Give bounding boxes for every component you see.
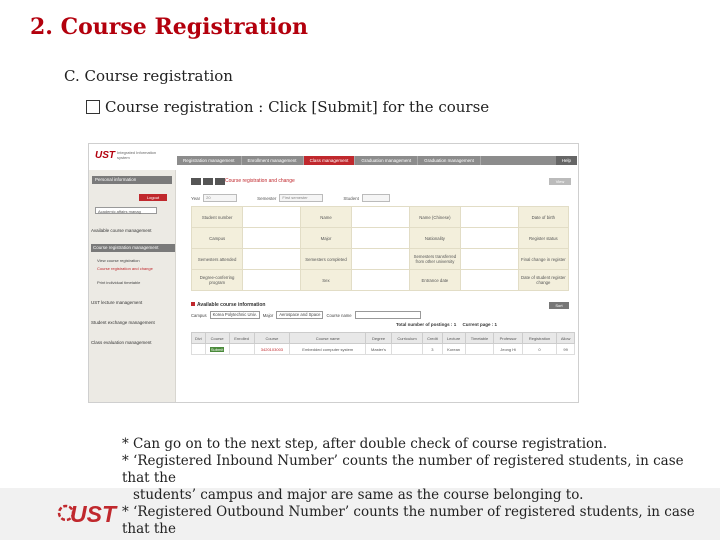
course-name-input[interactable] [355,311,421,319]
campus-select[interactable]: Korea Polytechnic Univ. [210,311,260,319]
sidebar-sub-change[interactable]: Course registration and change [97,266,153,271]
course-name-label: Course name [326,312,352,318]
submit-cell [205,344,229,355]
toolbar-button-1[interactable] [191,178,201,185]
year-label: Year [191,195,201,201]
sidebar-sub-print[interactable]: Print individual timetable [97,280,141,285]
info-value [461,207,519,228]
checkbox-bullet-icon [86,100,100,114]
info-value [461,228,519,249]
slide-title: 2. Course Registration [30,14,309,40]
campus-label: Campus [191,312,207,318]
table-row [192,228,569,249]
column-header: Degree [366,333,391,344]
submit-button[interactable]: Submit [210,346,224,352]
info-label: Entrance date [409,270,460,291]
app-logo-mark: UST [95,150,115,161]
table-cell [192,344,206,355]
major-label: Major [262,312,274,318]
info-label: Date of birth [518,207,568,228]
course-filter-row [191,311,569,319]
degree-cell: Master's [366,344,391,355]
info-label: Date of student register change [518,270,568,291]
info-value [243,270,301,291]
year-input[interactable]: 20 [203,194,237,202]
info-label: Semesters completed [300,249,351,270]
note-line: * Can go on to the next step, after double check of course registration. [122,436,608,452]
info-label: Final change in register [518,249,568,270]
column-header: Timetable [465,333,494,344]
top-nav [177,156,577,165]
info-value [243,228,301,249]
table-row [192,249,569,270]
sidebar-item-exchange[interactable]: Student exchange management [91,320,155,325]
student-input[interactable] [362,194,390,202]
column-header: Divi [192,333,206,344]
current-page-value[interactable]: 1 [494,322,498,327]
note-line: * ‘Registered Inbound Number’ counts the number of registered students, in case that the [122,453,684,486]
table-cell [465,344,494,355]
allow-cell: 99 [557,344,575,355]
app-header [89,144,578,168]
logout-button[interactable]: Logout [139,194,167,201]
page-title: Course registration and change [225,178,295,184]
info-label: Semesters attended [192,249,243,270]
info-value [461,270,519,291]
info-label: Nationality [409,228,460,249]
personal-info-header: Personal information [92,176,172,184]
student-label: Student [343,195,359,201]
role-select[interactable]: Academic affairs manag [95,207,157,214]
sidebar-item-available-course[interactable]: Available course management [91,228,152,233]
credit-cell: 3 [423,344,442,355]
nav-graduation-2[interactable]: Graduation management [418,156,481,165]
table-cell [391,344,423,355]
column-header: Registration [522,333,556,344]
sidebar-sub-view[interactable]: View course registration [97,258,140,263]
semester-select[interactable]: First semester [279,194,323,202]
table-header-row [192,333,575,344]
course-table [191,332,575,355]
footer-logo [56,488,126,540]
total-value: 1 [453,322,457,327]
lecture-cell: Korean [442,344,465,355]
notes-block [122,436,712,538]
note-line: students’ campus and major are same as the course belonging to. [133,487,584,503]
info-label: Name (Chinese) [409,207,460,228]
sidebar-item-course-registration[interactable]: Course registration management [91,244,175,252]
professor-cell: Jeong Hi [494,344,522,355]
table-row [192,270,569,291]
info-label: Major [300,228,351,249]
sort-button[interactable]: Sort [549,302,569,309]
available-course-label: Available course information [197,302,266,308]
column-header: Lecture [442,333,465,344]
info-label: Semesters transferred from other university [409,249,460,270]
sidebar-item-evaluation[interactable]: Class evaluation management [91,340,152,345]
paging-info [396,322,497,327]
bullet-line [86,98,489,116]
column-header: Allow [557,333,575,344]
toolbar-button-3[interactable] [215,178,225,185]
nav-graduation-1[interactable]: Graduation management [355,156,418,165]
help-button[interactable]: Help [556,156,577,165]
toolbar-button-2[interactable] [203,178,213,185]
current-page-label: Current page : [462,322,494,327]
column-header: Curriculum [391,333,423,344]
info-label: Student number [192,207,243,228]
app-logo-subtitle: Integrated Information system [117,150,157,160]
sidebar [89,170,176,402]
column-header: Course [254,333,290,344]
info-label: Name [300,207,351,228]
main-content [181,174,575,400]
column-header: Course name [290,333,366,344]
registration-cell: 0 [522,344,556,355]
info-value [243,207,301,228]
info-label: Degree-conferring program [192,270,243,291]
nav-class[interactable]: Class management [304,156,356,165]
bullet-icon [191,302,195,306]
total-label: Total number of postings : [396,322,453,327]
app-logo [95,148,167,164]
nav-registration[interactable]: Registration management [177,156,242,165]
column-header: Enrolled [229,333,254,344]
nav-enrollment[interactable]: Enrollment management [242,156,304,165]
info-value [352,207,410,228]
column-header: Credit [423,333,442,344]
info-label: Register status [518,228,568,249]
course-code-cell: 3420103003 [254,344,290,355]
section-heading: C. Course registration [64,67,233,85]
footer-logo-text: UST [70,501,116,527]
table-cell [229,344,254,355]
info-label: Sex [300,270,351,291]
table-row [192,207,569,228]
student-info-table [191,206,569,291]
bullet-text: Course registration : Click [Submit] for the course [105,98,490,116]
info-value [352,228,410,249]
sidebar-item-lecture[interactable]: UST lecture management [91,300,143,305]
major-select[interactable]: Aerospace and Space [276,311,323,319]
info-value [243,249,301,270]
course-name-cell: Embedded computer system [290,344,366,355]
app-screenshot [88,143,579,403]
info-value [352,249,410,270]
table-row [192,344,575,355]
info-value [352,270,410,291]
info-label: Campus [192,228,243,249]
toolbar-buttons [191,178,227,185]
column-header: Course [205,333,229,344]
available-course-title [191,302,265,308]
semester-label: Semester [257,195,277,201]
column-header: Professor [494,333,522,344]
view-button[interactable]: View [549,178,571,185]
info-value [461,249,519,270]
note-line: * ‘Registered Outbound Number’ counts the number of registered students, in case that the [122,504,695,537]
filter-bar [191,192,569,204]
